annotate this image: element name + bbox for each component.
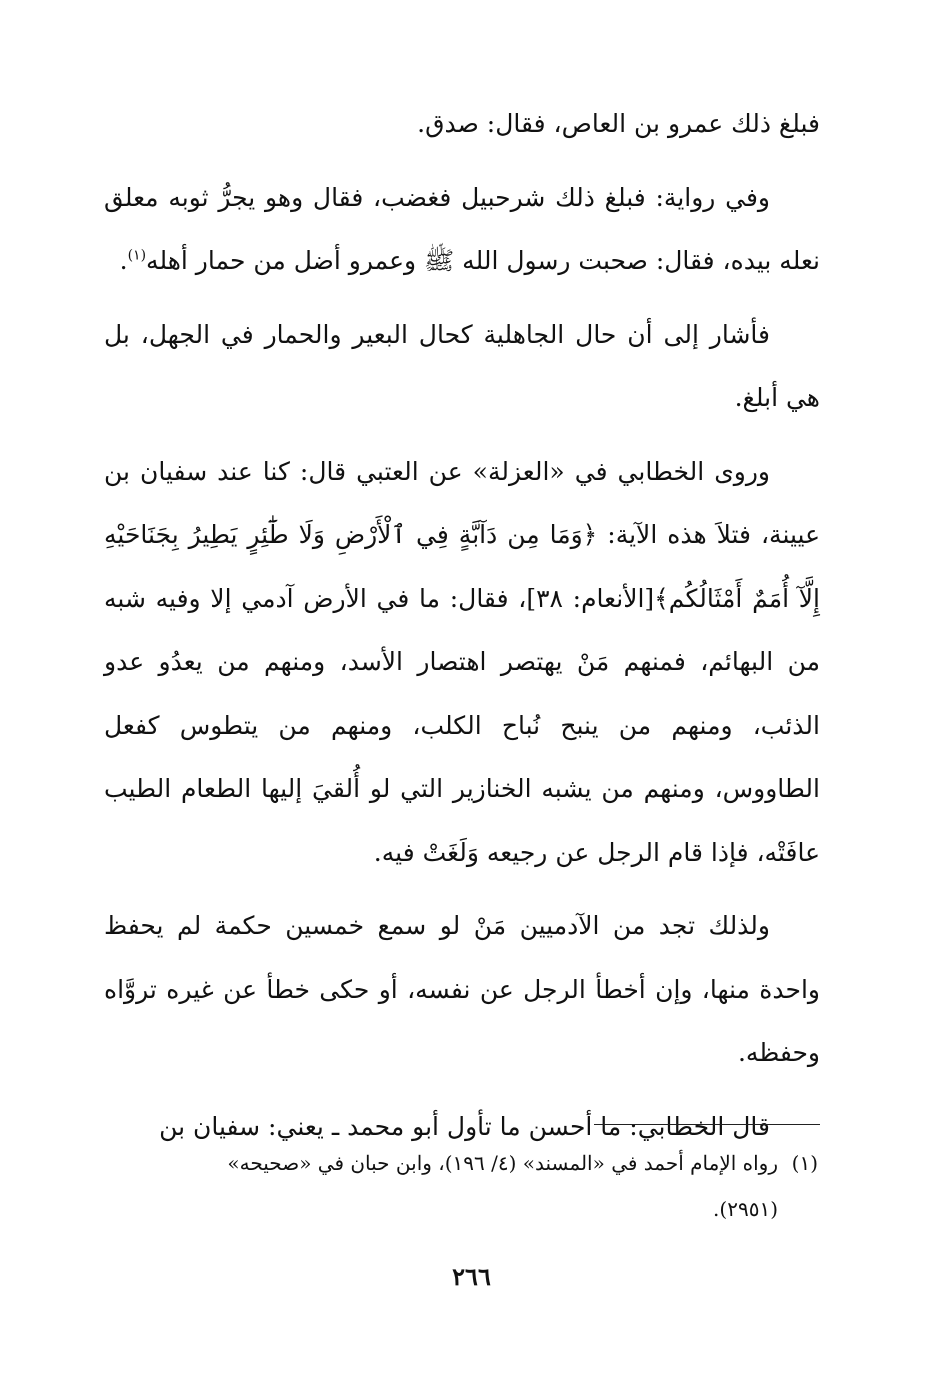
paragraph-3: فأشار إلى أن حال الجاهلية كحال البعير والحمار في الجهل، بل هي أبلغ. — [104, 319, 820, 412]
paragraph-5: ولذلك تجد من الآدميين مَنْ لو سمع خمسين حكمة لم يحفظ واحدة منها، وإن أخطأ الرجل عن نفسه، أو حكى خطأ عن غيره تروَّاه وحفظه. — [104, 911, 820, 1067]
quran-verse: ﴿وَمَا مِن دَآبَّةٍ فِي ٱلْأَرْضِ وَلَا طَٰٓئِرٍ يَطِيرُ بِجَنَاحَيْهِ إِلَّآ أُمَمٌ أَمْثَالُكُم﴾ — [104, 520, 820, 613]
footnote-reference: (١) — [127, 247, 147, 264]
footnote-line-1: (١)رواه الإمام أحمد في «المسند» (٤/ ١٩٦)، وابن حبان في «صحيحه» — [150, 1140, 818, 1186]
page-number: ٢٦٦ — [452, 1262, 491, 1291]
main-text — [104, 92, 820, 1168]
paragraph-4: وروى الخطابي في «العزلة» عن العتبي قال: كنا عند سفيان بن عيينة، فتلاَ هذه الآية: ﴿وَمَا مِن دَآبَّةٍ فِي ٱلْأَرْضِ وَلَا طَٰٓئِرٍ يَطِيرُ بِجَنَاحَيْهِ إِلَّآ أُمَمٌ أَمْثَالُكُم﴾[الأنعام: ٣٨]، فقال: ما في الأرض آدمي إلا وفيه شبه من البهائم، فمنهم مَنْ يهتصر اهتصار الأسد، ومنهم من يعدُو عدو الذئب، ومنهم من ينبح نُباح الكلب، ومنهم من يتطوس كفعل الطاووس، ومنهم من يشبه الخنازير التي لو أُلقيَ إليها الطعام الطيب عافَتْه، فإذا قام الرجل عن رجيعه وَلَغَتْ فيه. — [104, 456, 820, 867]
footnote-divider — [594, 1124, 820, 1125]
paragraph-6: قال الخطابي: ما أحسن ما تأول أبو محمد ـ يعني: سفيان بن — [159, 1111, 770, 1141]
paragraph-1: فبلغ ذلك عمرو بن العاص، فقال: صدق. — [417, 109, 820, 138]
footnote — [150, 1140, 818, 1232]
paragraph-2: وفي رواية: فبلغ ذلك شرحبيل فغضب، فقال وهو يجرُّ ثوبه معلق نعله بيده، فقال: صحبت رسول الله ﷺ وعمرو أضل من حمار أهله$^{(١)}$. — [104, 182, 820, 275]
footnote-line-2: (٢٩٥١). — [713, 1197, 778, 1221]
footnote-number: (١) — [791, 1151, 818, 1175]
